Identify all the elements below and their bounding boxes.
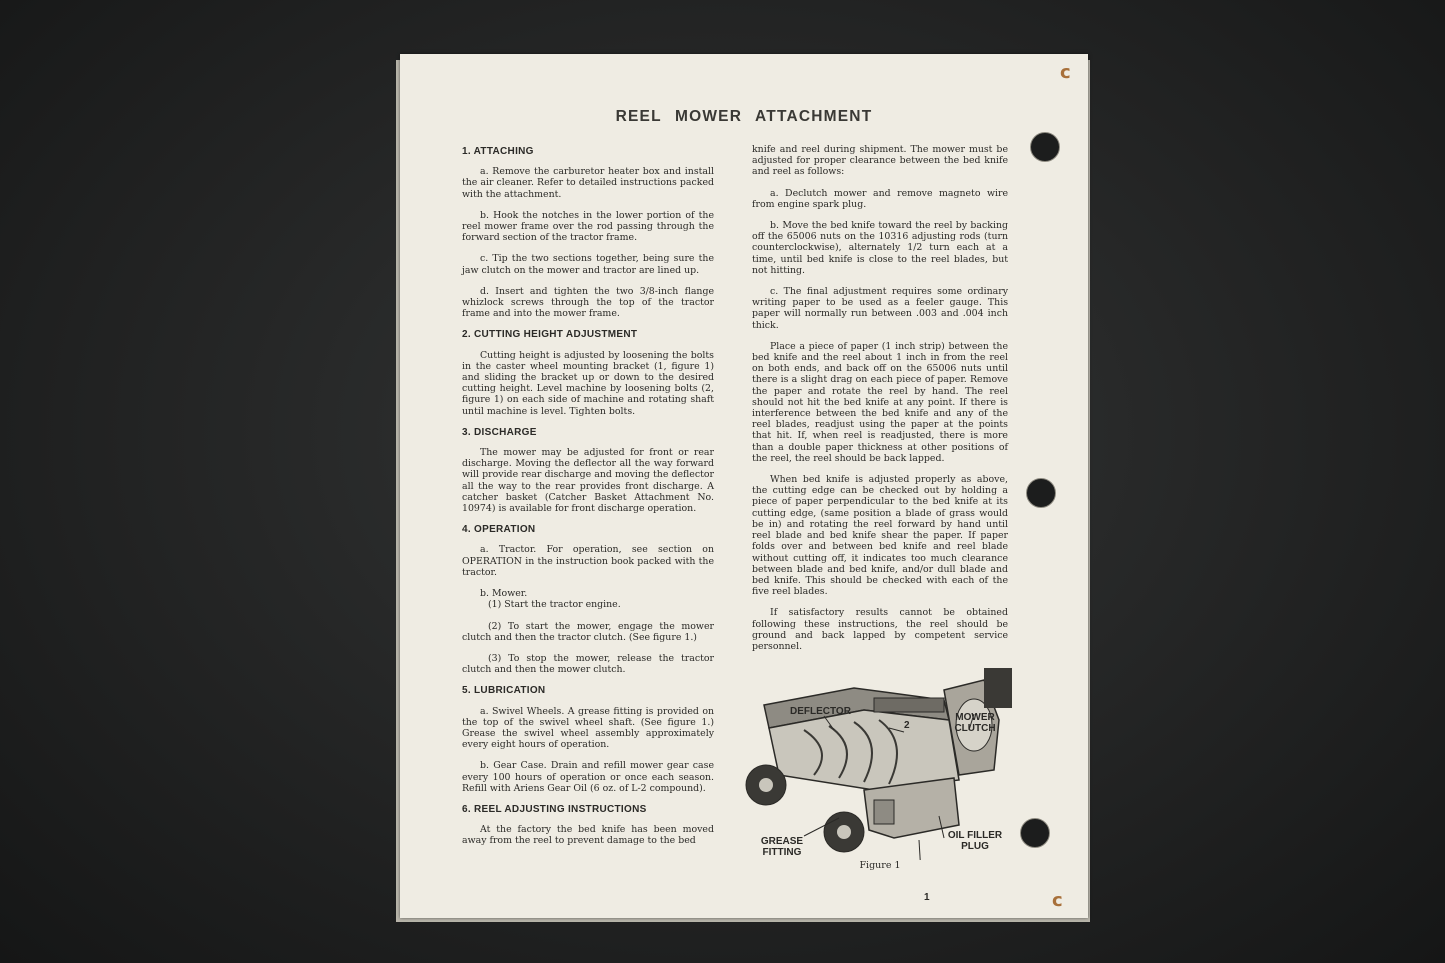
label-mower-clutch: MOWER CLUTCH [954, 712, 996, 734]
paragraph: The mower may be adjusted for front or rear discharge. Moving the deflector all the way forward will provide rear discharge and moving the deflector all the way to the rear provides front discharge. A catcher basket (Catcher Basket Attachment No. 10974) is available for front discharge operation. [462, 447, 714, 515]
paragraph: (2) To start the mower, engage the mower clutch and then the tractor clutch. (See figure 1.) [462, 620, 714, 643]
paragraph: At the factory the bed knife has been moved away from the reel to prevent damage to the bed [462, 824, 714, 847]
binder-hole [1026, 478, 1056, 508]
section-heading: 3. DISCHARGE [462, 426, 537, 438]
paragraph: c. The final adjustment requires some ordinary writing paper to be used as a feeler gauge. This paper will normally run between .003 and .004 inch thick. [752, 286, 1008, 331]
paragraph: a. Swivel Wheels. A grease fitting is provided on the top of the swivel wheel shaft. (See figure 1.) Grease the swivel wheel assembly approximately every eight hours of operation. [462, 705, 714, 751]
paragraph: c. Tip the two sections together, being sure the jaw clutch on the mower and tractor are lined up. [462, 253, 714, 276]
page-title: REEL MOWER ATTACHMENT [615, 108, 873, 125]
manual-page [400, 54, 1088, 918]
paragraph: b. Move the bed knife toward the reel by backing off the 65006 nuts on the 10316 adjusting rods (turn counterclockwise), alternately 1/2 turn each at a time, until bed knife is close to the reel blades, but not hitting. [752, 220, 1008, 276]
binder-hole [1030, 132, 1060, 162]
mower-illustration [744, 650, 1014, 860]
paragraph: b. Gear Case. Drain and refill mower gear case every 100 hours of operation or once each season. Refill with Ariens Gear Oil (6 oz. of L-2 compound). [462, 760, 714, 794]
paragraph: knife and reel during shipment. The mower must be adjusted for proper clearance between the bed knife and reel as follows: [752, 144, 1008, 178]
section-heading: 1. ATTACHING [462, 146, 534, 157]
right-column [752, 144, 1008, 662]
label-2: 2 [904, 720, 910, 731]
paragraph: When bed knife is adjusted properly as above, the cutting edge can be checked out by holding a piece of paper perpendicular to the bed knife at its cutting edge, (same position a blade of grass would be in) and rotating the reel forward by hand until reel blade and bed knife shear the paper. If paper folds over and between bed knife and reel blade without cutting off, it indicates too much clearance between blade and bed knife, and/or dull blade and bed knife. This should be checked with each of the five reel blades. [752, 474, 1008, 598]
paragraph: If satisfactory results cannot be obtained following these instructions, the reel should be ground and back lapped by competent service personnel. [752, 607, 1008, 652]
paragraph: Cutting height is adjusted by loosening the bolts in the caster wheel mounting bracket (1, figure 1) and sliding the bracket up or down to the desired cutting height. Level machine by loosening bolts (2, figure 1) on each side of machine and rotating shaft until machine is level. Tighten bolts. [462, 349, 714, 417]
label-grease-fitting: GREASE FITTING [760, 836, 804, 858]
paragraph: Place a piece of paper (1 inch strip) between the bed knife and the reel about 1 inch in from the reel on both ends, and back off on the 65006 nuts until there is a slight drag on each piece of paper. Remove the paper and rotate the reel by hand. The reel should not hit the bed knife at any point. If there is interference between the bed knife and any of the reel blades, readjust using the paper at the points that hit. If, when reel is readjusted, there is more than a double paper thickness at other positions of the reel, the reel should be back lapped. [752, 340, 1008, 464]
section-heading: 5. LUBRICATION [462, 685, 546, 697]
paragraph: b. Mower. [480, 588, 528, 600]
paragraph: (1) Start the tractor engine. [488, 599, 621, 611]
paragraph: b. Hook the notches in the lower portion of the reel mower frame over the rod passing through the forward section of the tractor frame. [462, 209, 714, 244]
paragraph: a. Declutch mower and remove magneto wire from engine spark plug. [752, 187, 1008, 210]
label-deflector: DEFLECTOR [790, 706, 851, 717]
section-heading: 4. OPERATION [462, 524, 536, 536]
staple-mark: c [1060, 62, 1071, 83]
paragraph: a. Tractor. For operation, see section on OPERATION in the instruction book packed with the tractor. [462, 544, 714, 578]
left-column [462, 146, 714, 857]
section-heading: 2. CUTTING HEIGHT ADJUSTMENT [462, 329, 638, 341]
paragraph: (3) To stop the mower, release the tractor clutch and then the mower clutch. [462, 652, 714, 676]
section-heading: 6. REEL ADJUSTING INSTRUCTIONS [462, 803, 647, 815]
paragraph: a. Remove the carburetor heater box and install the air cleaner. Refer to detailed instructions packed with the attachment. [462, 166, 714, 200]
paragraph: d. Insert and tighten the two 3/8-inch flange whizlock screws through the top of the tractor frame and into the mower frame. [462, 285, 714, 320]
binder-hole [1020, 818, 1050, 848]
label-oil-filler-plug: OIL FILLER PLUG [947, 830, 1003, 852]
label-1: 1 [924, 892, 930, 903]
figure-caption: Figure 1 [859, 860, 901, 871]
staple-mark: c [1052, 890, 1063, 911]
